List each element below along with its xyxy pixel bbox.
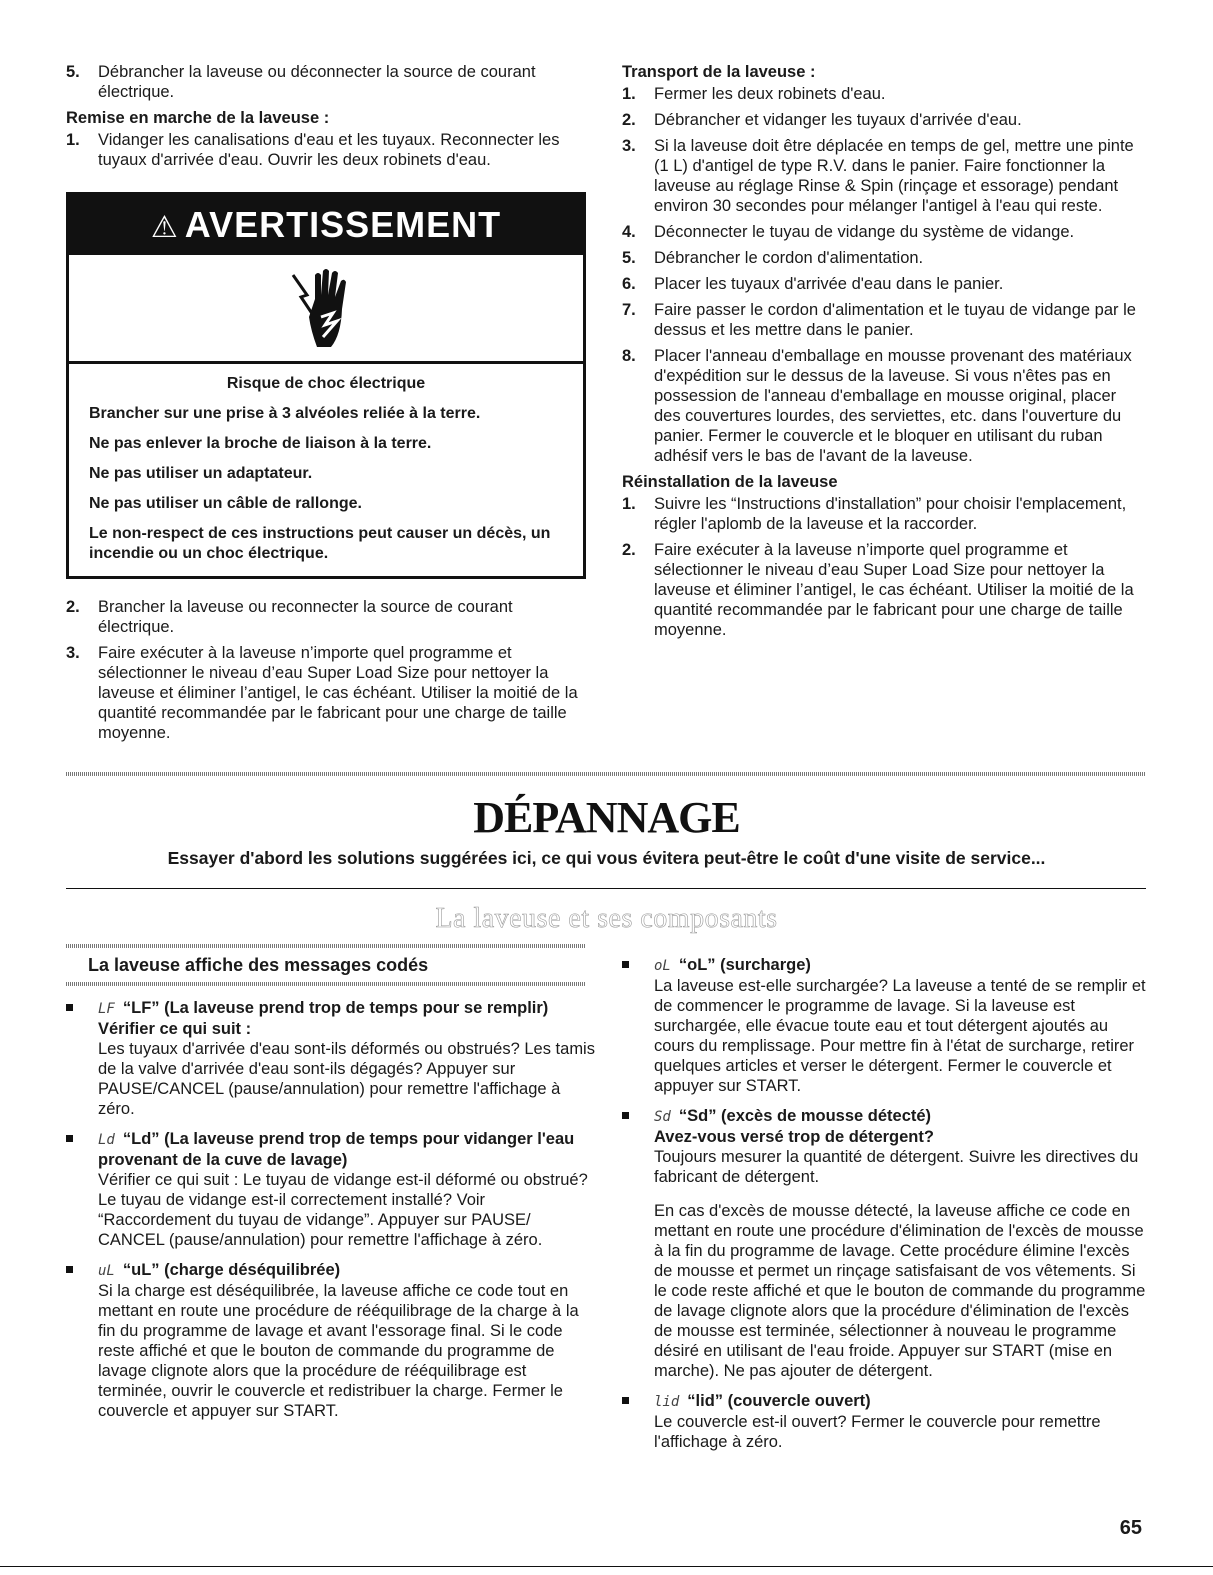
- reinstall-steps: [622, 494, 1142, 640]
- restart-step-1: 1. Vidanger les canalisations d'eau et les tuyaux. Reconnecter les tuyaux d'arrivée d'eau. Ouvrir les deux robinets d'eau.: [66, 131, 560, 169]
- bullet-icon: [66, 1266, 73, 1273]
- transport-step: 4. Déconnecter le tuyau de vidange du système de vidange.: [622, 223, 1075, 241]
- code-item-lid: lid “lid” (couvercle ouvert) Le couvercle est-il ouvert? Fermer le couvercle pour remettre l'affichage à zéro.: [622, 1391, 1147, 1452]
- transport-step: 2. Débrancher et vidanger les tuyaux d'arrivée d'eau.: [622, 111, 1022, 129]
- page-title: DÉPANNAGE: [473, 793, 740, 842]
- left-top-column: [66, 62, 586, 749]
- transport-step: 8. Placer l'anneau d'emballage en mousse provenant des matériaux d'expédition sur le dessus de la laveuse. Si vous n'êtes pas en possession de l'anneau d'emballage en mousse original, placer des couvertures lourdes, des serviettes, etc. dans l'ouverture du panier. Fermer le couvercle et le bloquer en utilisant du ruban adhésif vers le bas de l'avant de la laveuse.: [622, 347, 1132, 465]
- transport-step: 6. Placer les tuyaux d'arrivée d'eau dans le panier.: [622, 275, 1004, 293]
- code-item-sd: Sd “Sd” (excès de mousse détecté) Avez-vous versé trop de détergent? Toujours mesurer la quantité de détergent. Suivre les directives du fabricant de détergent. En cas d'excès de mousse détecté, la laveuse affiche ce code en mettant en route une procédure d'élimination de l'excès de mousse à la fin du programme de lavage. Cette procédure élimine l'excès de mousse et permet un rinçage satisfaisant de vos vêtements. Si le code reste affiché et que le bouton de commande du programme de lavage clignote alors que la procédure d'élimination de l'excès de mousse est terminée, sélectionner à nouveau le programme désiré en utilisant de l'eau froide. Appuyer sur START (mise en marche). Ne pas ajouter de détergent.: [622, 1106, 1147, 1381]
- warning-line: Brancher sur une prise à 3 alvéoles reliée à la terre.: [89, 405, 481, 422]
- codes-heading: La laveuse affiche des messages codés: [88, 955, 429, 975]
- page-subtitle: Essayer d'abord les solutions suggérées ici, ce qui vous évitera peut-être le coût d'une visite de service...: [167, 848, 1046, 868]
- transport-step: 7. Faire passer le cordon d'alimentation et le tuyau de vidange par le dessus et les mettre dans le panier.: [622, 301, 1136, 339]
- lcd-code-icon: lid: [654, 1394, 680, 1410]
- transport-heading: Transport de la laveuse :: [622, 63, 816, 81]
- transport-step: 5. Débrancher le cordon d'alimentation.: [622, 249, 924, 267]
- lcd-code-icon: uL: [98, 1263, 115, 1279]
- warning-triangle-icon: ⚠: [150, 211, 179, 244]
- warning-line: Ne pas utiliser un câble de rallonge.: [89, 495, 362, 512]
- warning-icon-area: [69, 255, 583, 364]
- lcd-code-icon: oL: [654, 958, 671, 974]
- restart-step-3: 3. Faire exécuter à la laveuse n’importe quel programme et sélectionner le niveau d’eau Super Load Size pour nettoyer la laveuse et éliminer l’antigel, le cas échéant. Utiliser la moitié de la quantité recommandée par le fabricant pour une charge de taille moyenne.: [66, 644, 578, 742]
- bullet-icon: [622, 1112, 629, 1119]
- dotted-divider: [66, 772, 1146, 776]
- codes-left-column: [66, 998, 596, 1431]
- transport-step: 3. Si la laveuse doit être déplacée en temps de gel, mettre une pinte (1 L) d'antigel de type R.V. dans le panier. Faire fonctionner la laveuse au réglage Rinse & Spin (rinçage et essorage) pendant environ 30 secondes pour mélanger l'antigel à l'eau qui reste.: [622, 137, 1134, 215]
- restart-step-2: 2. Brancher la laveuse ou reconnecter la source de courant électrique.: [66, 598, 513, 636]
- electric-shock-hand-icon: [287, 265, 357, 351]
- warning-body: [69, 364, 583, 576]
- reinstall-heading: Réinstallation de la laveuse: [622, 473, 838, 491]
- dotted-divider-short: [66, 944, 586, 948]
- reinstall-step: 2. Faire exécuter à la laveuse n’importe quel programme et sélectionner le niveau d’eau Super Load Size pour nettoyer la laveuse et éliminer l’antigel, le cas échéant. Utiliser la moitié de la quantité recommandée par le fabricant pour une charge de taille moyenne.: [622, 541, 1134, 639]
- bullet-icon: [622, 961, 629, 968]
- section-title: La laveuse et ses composants: [435, 903, 778, 934]
- bullet-icon: [66, 1135, 73, 1142]
- warning-line: Ne pas utiliser un adaptateur.: [89, 465, 313, 482]
- code-item-ld: Ld “Ld” (La laveuse prend trop de temps pour vidanger l'eau provenant de la cuve de lavage) Vérifier ce qui suit : Le tuyau de vidange est-il déformé ou obstrué? Le tuyau de vidange est-il correctement installé? Voir “Raccordement du tuyau de vidange”. Appuyer sur PAUSE/ CANCEL (pause/annulation) pour remettre l'affichage à zéro.: [66, 1129, 596, 1250]
- warning-line: Ne pas enlever la broche de liaison à la terre.: [89, 435, 432, 452]
- bullet-icon: [66, 1004, 73, 1011]
- title-rule: [66, 888, 1146, 889]
- right-top-column: [622, 62, 1142, 646]
- code-item-lf: LF “LF” (La laveuse prend trop de temps pour se remplir) Vérifier ce qui suit : Les tuyaux d'arrivée d'eau sont-ils déformés ou obstrués? Les tamis de la valve d'arrivée d'eau sont-ils dégagés? Appuyer sur PAUSE/CANCEL (pause/annulation) pour remettre l'affichage à zéro.: [66, 998, 596, 1119]
- code-item-ol: oL “oL” (surcharge) La laveuse est-elle surchargée? La laveuse a tenté de se remplir et de commencer le programme de lavage. Si la laveuse est surchargée, elle évacue toute eau et tout détergent ajoutés au cours du remplissage. Pour mettre fin à l'état de surcharge, retirer quelques articles et verser le détergent. Fermer le couvercle et appuyer sur START.: [622, 955, 1147, 1096]
- warning-risk: Risque de choc électrique: [226, 375, 426, 392]
- warning-line: Le non-respect de ces instructions peut causer un décès, un incendie ou un choc électrique.: [89, 525, 551, 562]
- code-item-ul: uL “uL” (charge déséquilibrée) Si la charge est déséquilibrée, la laveuse affiche ce code tout en mettant en route une procédure de rééquilibrage de la charge à la fin du programme de lavage et avant l'essorage final. Si le code reste affiché et que le bouton de commande du programme de lavage clignote alors que la procédure de rééquilibrage est terminée, ouvrir le couvercle et redistribuer la charge. Fermer le couvercle et appuyer sur START.: [66, 1260, 596, 1421]
- restart-step-5: 5. Débrancher la laveuse ou déconnecter la source de courant électrique.: [66, 63, 536, 101]
- lcd-code-icon: Sd: [654, 1109, 671, 1125]
- transport-step: 1. Fermer les deux robinets d'eau.: [622, 85, 886, 103]
- bottom-rule: [0, 1566, 1213, 1567]
- codes-right-column: [622, 955, 1147, 1462]
- lcd-code-icon: LF: [98, 1001, 115, 1017]
- warning-box: [66, 192, 586, 579]
- reinstall-step: 1. Suivre les “Instructions d'installation” pour choisir l'emplacement, régler l'aplomb de la laveuse et la raccorder.: [622, 495, 1127, 533]
- page-number: 65: [1119, 1517, 1142, 1539]
- bullet-icon: [622, 1397, 629, 1404]
- restart-heading: Remise en marche de la laveuse :: [66, 109, 330, 127]
- lcd-code-icon: Ld: [98, 1132, 115, 1148]
- transport-steps: [622, 84, 1142, 466]
- dotted-divider-short: [66, 982, 586, 986]
- warning-header: ⚠ AVERTISSEMENT: [69, 195, 583, 255]
